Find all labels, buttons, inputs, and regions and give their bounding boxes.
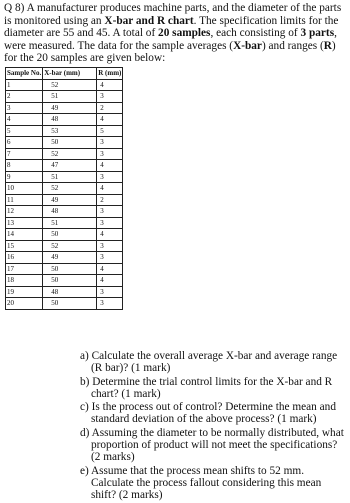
cell-xbar: 52 [43, 148, 97, 160]
cell-xbar: 52 [43, 240, 97, 252]
table-row [6, 171, 123, 183]
samples-text: 20 samples [158, 27, 211, 40]
cell-sample-no: 7 [6, 148, 43, 160]
question-item: a) Calculate the overall average X-bar and average range (R bar)? (1 mark) [80, 350, 338, 375]
table-row [6, 160, 123, 172]
cell-sample-no: 12 [6, 206, 43, 218]
question-header: Q 8) A manufacturer produces machine parts, and the diameter of the parts is monitored using an [4, 2, 342, 27]
cell-r: 5 [97, 125, 123, 137]
cell-xbar: 48 [43, 114, 97, 126]
cell-sample-no: 5 [6, 125, 43, 137]
cell-r: 4 [97, 275, 123, 287]
cell-xbar: 50 [43, 275, 97, 287]
cell-xbar: 51 [43, 171, 97, 183]
cell-sample-no: 10 [6, 183, 43, 195]
cell-sample-no: 18 [6, 275, 43, 287]
parts-text: 3 parts [300, 27, 335, 40]
header-r: R (mm) [98, 69, 122, 78]
cell-r: 2 [97, 102, 123, 114]
cell-sample-no: 4 [6, 114, 43, 126]
cell-xbar: 51 [43, 91, 97, 103]
cell-xbar: 50 [43, 229, 97, 241]
r-text: R [323, 39, 332, 52]
table-row [6, 148, 123, 160]
cell-xbar: 51 [43, 217, 97, 229]
chart-name: X-bar and R chart [104, 14, 194, 27]
cell-sample-no: 19 [6, 286, 43, 298]
cell-sample-no: 3 [6, 102, 43, 114]
question-item: e) Assume that the process mean shifts to 52 mm. Calculate the process fallout considering this mean shift? (2 marks) [80, 464, 322, 502]
cell-xbar: 49 [43, 194, 97, 206]
cell-r: 3 [97, 286, 123, 298]
question-item: d) Assuming the diameter to be normally distributed, what proportion of product will not meet the specifications? (2 marks) [80, 426, 344, 464]
cell-xbar: 50 [43, 298, 97, 310]
cell-sample-no: 17 [6, 263, 43, 275]
cell-r: 4 [97, 79, 123, 91]
cell-xbar: 48 [43, 286, 97, 298]
table-row [6, 217, 123, 229]
cell-xbar: 48 [43, 206, 97, 218]
cell-xbar: 52 [43, 183, 97, 195]
table-row [6, 252, 123, 264]
cell-r: 4 [97, 160, 123, 172]
cell-r: 3 [97, 206, 123, 218]
cell-r: 3 [97, 217, 123, 229]
cell-r: 4 [97, 114, 123, 126]
cell-xbar: 52 [43, 79, 97, 91]
cell-xbar: 50 [43, 263, 97, 275]
table-row [6, 240, 123, 252]
table-row [6, 125, 123, 137]
table-body [6, 79, 123, 309]
cell-sample-no: 6 [6, 137, 43, 149]
cell-sample-no: 9 [6, 171, 43, 183]
data-table [5, 67, 123, 310]
header-sample-no: Sample No. [7, 69, 42, 78]
table-row [6, 102, 123, 114]
table-row [6, 298, 123, 310]
cell-r: 3 [97, 91, 123, 103]
cell-r: 3 [97, 137, 123, 149]
cell-r: 4 [97, 229, 123, 241]
each-text: , each consisting of [210, 27, 298, 40]
table-row [6, 79, 123, 91]
table-row [6, 229, 123, 241]
header-xbar: X-bar (mm) [43, 68, 97, 80]
xbar-text: X-bar [233, 39, 262, 52]
table-row [6, 91, 123, 103]
table-row [6, 137, 123, 149]
table-row [6, 275, 123, 287]
cell-sample-no: 20 [6, 298, 43, 310]
cell-r: 2 [97, 194, 123, 206]
question-list [80, 350, 348, 503]
cell-sample-no: 14 [6, 229, 43, 241]
cell-xbar: 53 [43, 125, 97, 137]
table-row [6, 206, 123, 218]
cell-sample-no: 11 [6, 194, 43, 206]
table-row [6, 286, 123, 298]
end-text: ) for the 20 samples are given below: [4, 39, 336, 65]
table-row [6, 263, 123, 275]
cell-r: 4 [97, 263, 123, 275]
cell-r: 3 [97, 148, 123, 160]
cell-sample-no: 2 [6, 91, 43, 103]
spec-text: . The specification limits for the diameter are 55 and 45. A total of [4, 14, 339, 40]
cell-xbar: 50 [43, 137, 97, 149]
cell-xbar: 49 [43, 252, 97, 264]
cell-r: 4 [97, 183, 123, 195]
problem-statement [4, 2, 348, 65]
cell-sample-no: 8 [6, 160, 43, 172]
cell-sample-no: 13 [6, 217, 43, 229]
cell-r: 3 [97, 252, 123, 264]
cell-sample-no: 1 [6, 79, 43, 91]
cell-xbar: 49 [43, 102, 97, 114]
cell-sample-no: 15 [6, 240, 43, 252]
cell-r: 3 [97, 171, 123, 183]
question-item: b) Determine the trial control limits for the X-bar and R chart? (1 mark) [80, 375, 333, 400]
and-text: ) and ranges ( [261, 39, 324, 52]
cell-xbar: 47 [43, 160, 97, 172]
question-item: c) Is the process out of control? Determine the mean and standard deviation of the above process? (1 mark) [80, 401, 336, 426]
cell-sample-no: 16 [6, 252, 43, 264]
cell-r: 3 [97, 240, 123, 252]
measured-text: , were measured. The data for the sample averages ( [4, 27, 337, 52]
cell-r: 3 [97, 298, 123, 310]
table-row [6, 194, 123, 206]
table-row [6, 183, 123, 195]
table-header-row [6, 68, 123, 80]
table-row [6, 114, 123, 126]
